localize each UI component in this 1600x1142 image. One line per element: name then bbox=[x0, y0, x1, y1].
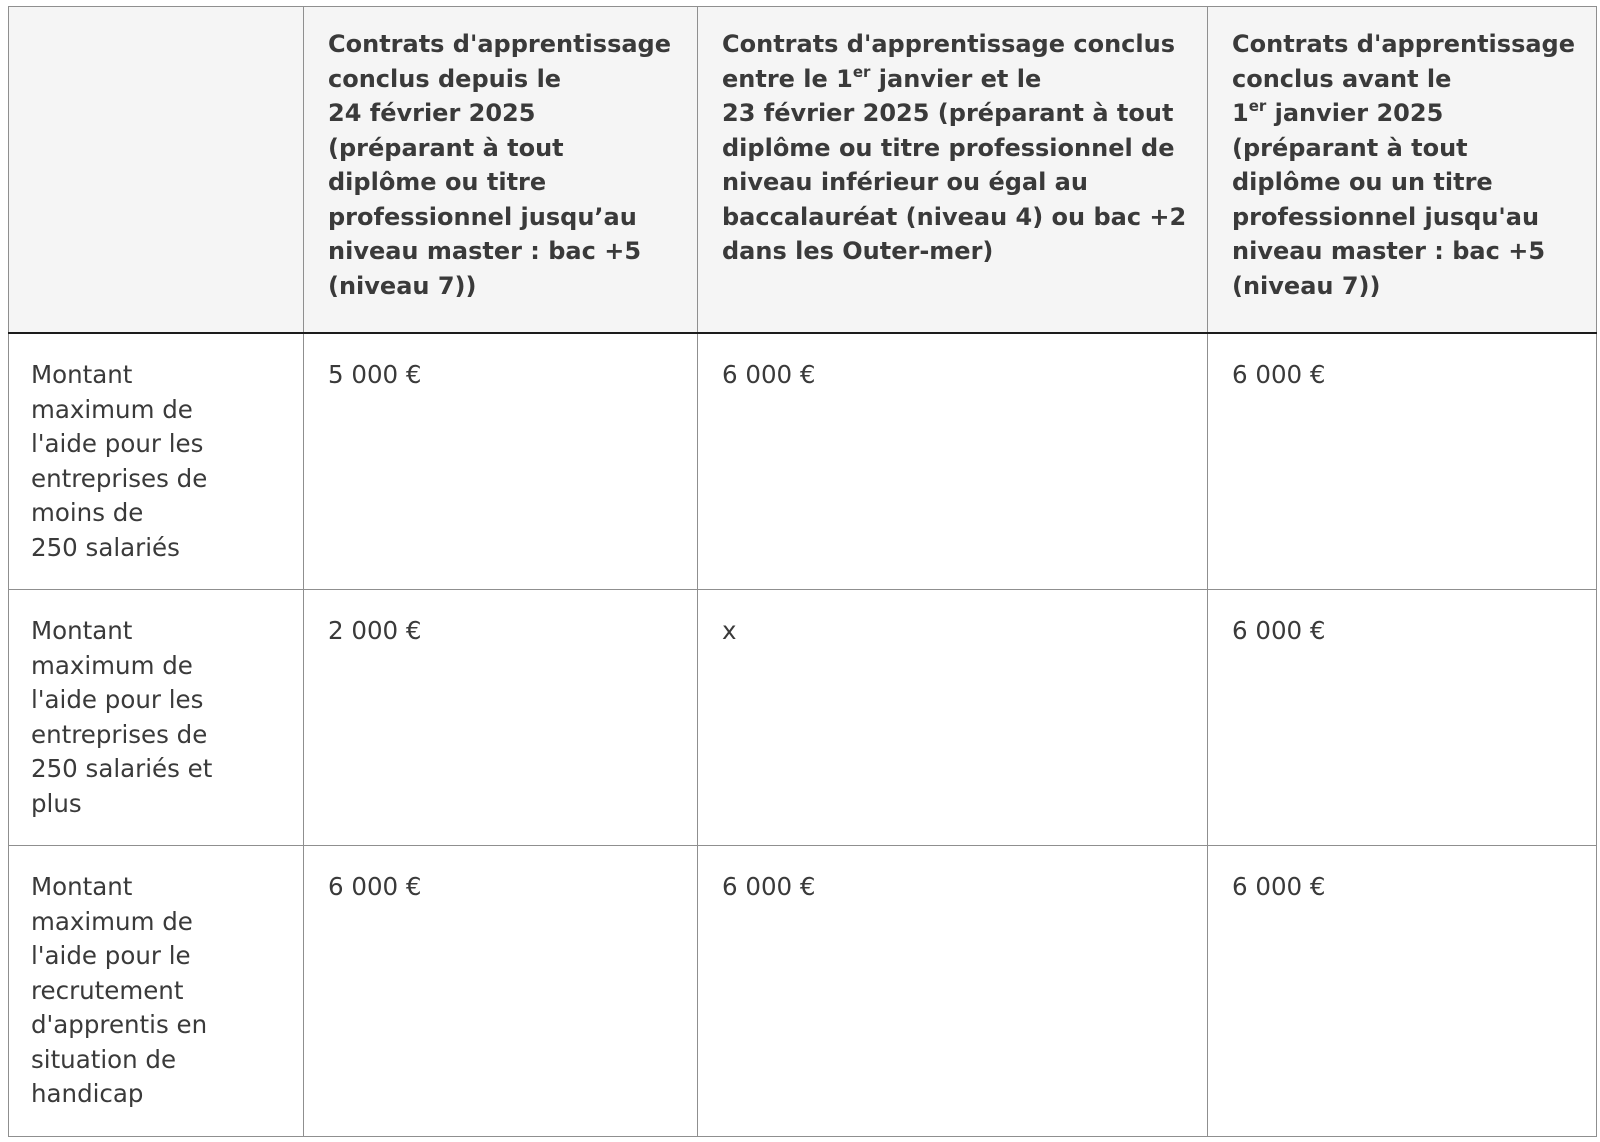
header-contracts-1-jan-to-23-feb-2025 bbox=[698, 7, 1208, 334]
amount-value: 5 000 € bbox=[328, 360, 422, 389]
row-label-line: 250 salariés et bbox=[31, 754, 213, 783]
header-line: (niveau 7)) bbox=[328, 271, 477, 300]
table-header-row bbox=[9, 7, 1597, 334]
value-cell bbox=[1208, 846, 1597, 1137]
table-row-under-250-employees bbox=[9, 333, 1597, 590]
header-corner-cell bbox=[9, 7, 304, 334]
row-label-line: maximum de bbox=[31, 394, 193, 424]
amount-value: 6 000 € bbox=[1232, 360, 1326, 389]
header-contracts-since-24-feb-2025 bbox=[304, 7, 698, 334]
apprenticeship-aid-table bbox=[8, 6, 1597, 1137]
header-text: 1 bbox=[1232, 99, 1249, 127]
header-line bbox=[722, 62, 1193, 97]
row-label-line: entreprises de bbox=[31, 463, 208, 493]
header-line: niveau inférieur ou égal au bbox=[722, 168, 1088, 196]
header-line: 24 février 2025 bbox=[328, 99, 536, 127]
row-label-cell bbox=[9, 846, 304, 1137]
header-line: Contrats d'apprentissage bbox=[328, 30, 672, 58]
row-label-cell bbox=[9, 590, 304, 846]
header-line: Contrats d'apprentissage bbox=[1232, 30, 1576, 58]
row-label-line: moins de bbox=[31, 498, 144, 527]
amount-value: 6 000 € bbox=[722, 360, 816, 389]
header-line: professionnel jusqu’au bbox=[328, 202, 637, 231]
header-line: conclus avant le bbox=[1232, 64, 1452, 93]
header-line: diplôme ou un titre bbox=[1232, 168, 1493, 196]
header-line: (préparant à tout bbox=[328, 133, 564, 162]
row-label-line: l'aide pour le bbox=[31, 941, 191, 970]
row-label-line: d'apprentis en bbox=[31, 1010, 208, 1039]
ordinal-superscript: er bbox=[852, 62, 871, 81]
row-label-line: plus bbox=[31, 788, 82, 818]
value-cell bbox=[1208, 333, 1597, 590]
header-text: entre le 1 bbox=[722, 64, 853, 93]
row-label-line: Montant bbox=[31, 360, 133, 389]
header-line: (préparant à tout bbox=[1232, 133, 1468, 162]
row-label-line: situation de bbox=[31, 1044, 177, 1074]
header-line: niveau master : bac +5 bbox=[328, 237, 642, 265]
row-label-line: Montant bbox=[31, 872, 133, 901]
row-label-line: entreprises de bbox=[31, 719, 208, 749]
amount-value: 6 000 € bbox=[1232, 872, 1326, 901]
header-line: professionnel jusqu'au bbox=[1232, 202, 1540, 231]
amount-value: x bbox=[722, 616, 737, 645]
table-row-250-plus-employees bbox=[9, 590, 1597, 846]
value-cell bbox=[698, 846, 1208, 1137]
header-line: baccalauréat (niveau 4) ou bac +2 bbox=[722, 202, 1187, 231]
row-label-line: recrutement bbox=[31, 975, 184, 1005]
header-line: conclus depuis le bbox=[328, 64, 562, 93]
value-cell bbox=[304, 333, 698, 590]
row-label-line: maximum de bbox=[31, 650, 193, 680]
value-cell bbox=[698, 333, 1208, 590]
header-line: niveau master : bac +5 bbox=[1232, 237, 1546, 265]
value-cell bbox=[1208, 590, 1597, 846]
row-label-line: maximum de bbox=[31, 906, 193, 936]
row-label-line: handicap bbox=[31, 1079, 144, 1108]
table-row-disabled-apprentices bbox=[9, 846, 1597, 1137]
header-line: Contrats d'apprentissage conclus bbox=[722, 30, 1175, 58]
row-label-cell bbox=[9, 333, 304, 590]
header-line: 23 février 2025 (préparant à tout bbox=[722, 99, 1174, 127]
value-cell bbox=[304, 846, 698, 1137]
header-line: (niveau 7)) bbox=[1232, 271, 1381, 300]
header-line: diplôme ou titre professionnel de bbox=[722, 133, 1175, 162]
amount-value: 6 000 € bbox=[722, 872, 816, 901]
header-contracts-before-1-jan-2025 bbox=[1208, 7, 1597, 334]
row-label-line: 250 salariés bbox=[31, 532, 180, 562]
ordinal-superscript: er bbox=[1248, 97, 1267, 115]
header-line: dans les Outer-mer) bbox=[722, 237, 994, 265]
aid-table-container bbox=[8, 6, 1597, 1137]
value-cell bbox=[304, 590, 698, 846]
amount-value: 2 000 € bbox=[328, 616, 422, 645]
header-line: diplôme ou titre bbox=[328, 168, 547, 196]
row-label-line: l'aide pour les bbox=[31, 685, 204, 714]
amount-value: 6 000 € bbox=[1232, 616, 1326, 645]
row-label-line: l'aide pour les bbox=[31, 429, 204, 458]
amount-value: 6 000 € bbox=[328, 872, 422, 901]
row-label-line: Montant bbox=[31, 616, 133, 645]
header-text: janvier et le bbox=[870, 64, 1042, 93]
header-text: janvier 2025 bbox=[1266, 99, 1444, 127]
value-cell bbox=[698, 590, 1208, 846]
header-line bbox=[1232, 96, 1582, 131]
